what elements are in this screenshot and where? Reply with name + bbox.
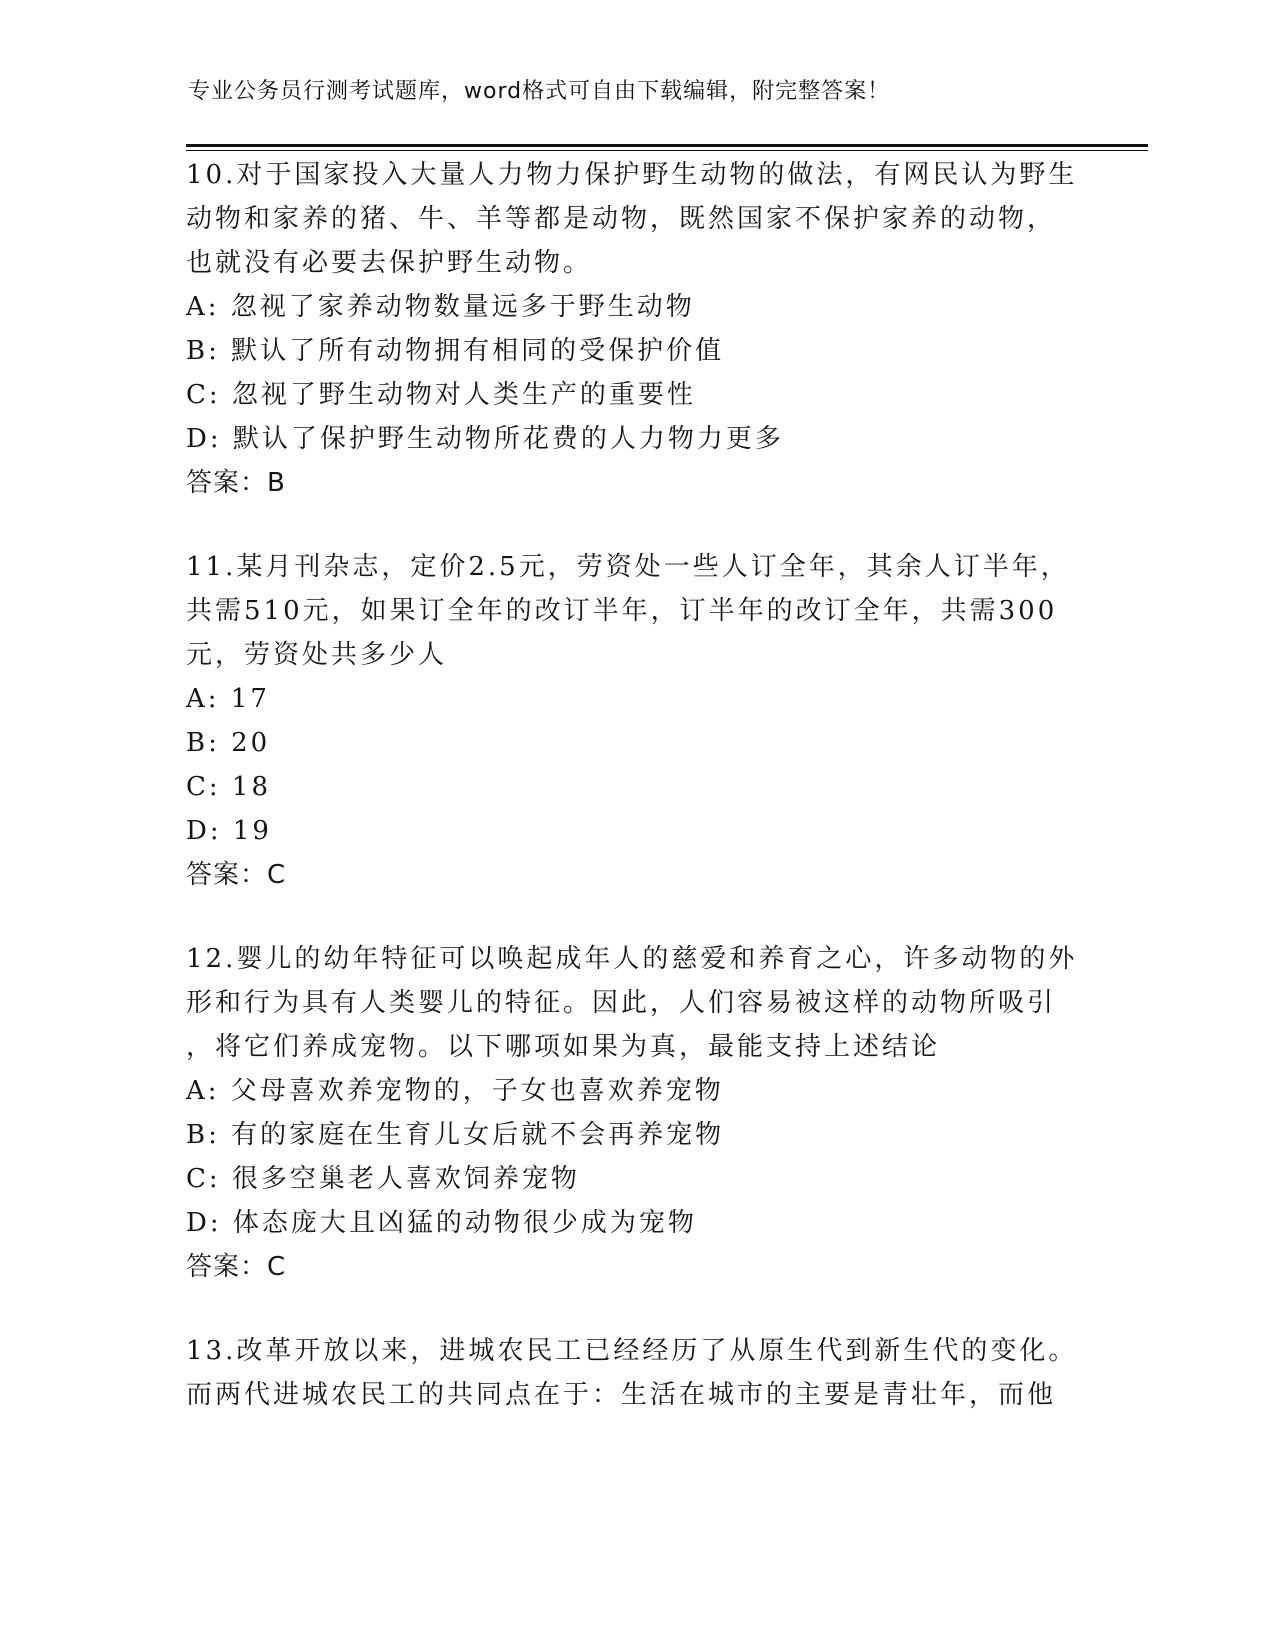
question-11-option-d: D: 19 xyxy=(186,816,272,846)
question-11-stem-line-2: 共需510元，如果订全年的改订半年，订半年的改订全年，共需300 xyxy=(186,596,1058,626)
question-10-option-d: D: 默认了保护野生动物所花费的人力物力更多 xyxy=(186,424,784,454)
question-11-stem-line-1: 11.某月刊杂志，定价2.5元，劳资处一些人订全年，其余人订半年， xyxy=(186,552,1070,582)
header-divider-thin xyxy=(186,150,1148,151)
question-12-stem-line-1: 12.婴儿的幼年特征可以唤起成年人的慈爱和养育之心，许多动物的外 xyxy=(186,944,1078,974)
question-11-option-a: A: 17 xyxy=(186,684,270,714)
question-11-option-c: C: 18 xyxy=(186,772,272,802)
question-11-answer: 答案：C xyxy=(186,860,287,890)
question-11-option-b: B: 20 xyxy=(186,728,271,758)
document-header: 专业公务员行测考试题库，word格式可自由下载编辑，附完整答案！ xyxy=(188,79,891,104)
question-12-option-a: A: 父母喜欢养宠物的，子女也喜欢养宠物 xyxy=(186,1076,724,1106)
question-10-option-a: A: 忽视了家养动物数量远多于野生动物 xyxy=(186,292,695,322)
question-10-stem-line-3: 也就没有必要去保护野生动物。 xyxy=(186,248,593,278)
question-12-option-d: D: 体态庞大且凶猛的动物很少成为宠物 xyxy=(186,1208,697,1238)
question-10-stem-line-1: 10.对于国家投入大量人力物力保护野生动物的做法，有网民认为野生 xyxy=(186,160,1078,190)
question-12-option-c: C: 很多空巢老人喜欢饲养宠物 xyxy=(186,1164,580,1194)
question-10-stem-line-2: 动物和家养的猪、牛、羊等都是动物，既然国家不保护家养的动物， xyxy=(186,204,1057,234)
question-12-answer: 答案：C xyxy=(186,1252,287,1282)
header-divider-thick xyxy=(186,144,1148,147)
question-13-stem-line-2: 而两代进城农民工的共同点在于：生活在城市的主要是青壮年，而他 xyxy=(186,1380,1057,1410)
question-12-stem-line-3: ，将它们养成宠物。以下哪项如果为真，最能支持上述结论 xyxy=(186,1032,941,1062)
question-11-stem-line-3: 元，劳资处共多少人 xyxy=(186,640,448,670)
question-12-option-b: B: 有的家庭在生育儿女后就不会再养宠物 xyxy=(186,1120,725,1150)
question-12-stem-line-2: 形和行为具有人类婴儿的特征。因此，人们容易被这样的动物所吸引 xyxy=(186,988,1057,1018)
question-10-option-b: B: 默认了所有动物拥有相同的受保护价值 xyxy=(186,336,725,366)
question-13-stem-line-1: 13.改革开放以来，进城农民工已经经历了从原生代到新生代的变化。 xyxy=(186,1336,1078,1366)
question-10-option-c: C: 忽视了野生动物对人类生产的重要性 xyxy=(186,380,696,410)
question-10-answer: 答案：B xyxy=(186,468,286,498)
